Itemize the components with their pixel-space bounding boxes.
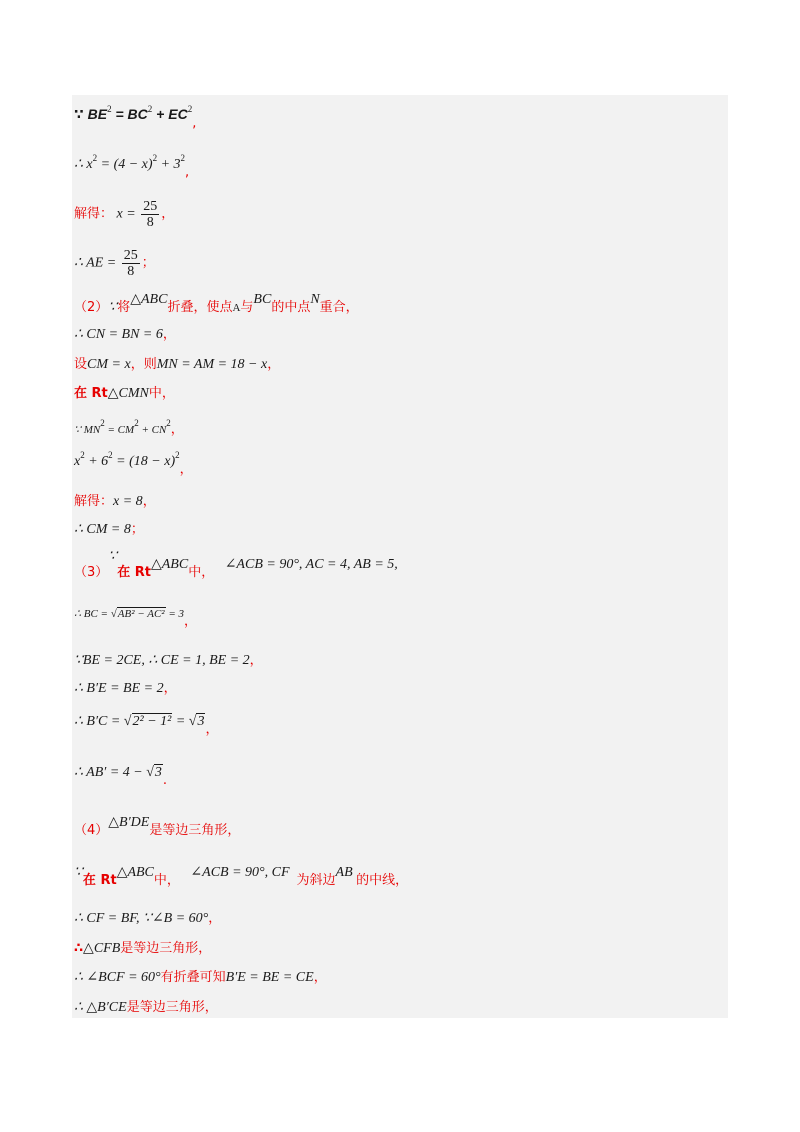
- exponent: 2: [108, 450, 113, 460]
- text-middle: 中，: [153, 873, 180, 888]
- exponent: 2: [92, 153, 98, 163]
- comma: ，: [161, 206, 175, 222]
- math-cn-bn-6: ∴ CN = BN = 6: [74, 327, 163, 342]
- radicand: 3: [197, 714, 205, 729]
- text-median: 的中线，: [356, 873, 409, 888]
- triangle-cfb: △CFB: [83, 941, 121, 956]
- math-x-pre: x: [74, 454, 81, 469]
- text-fold-make-point: 折叠，使点: [167, 300, 233, 315]
- math-b-prime-e: ∴ B′E = BE = 2: [74, 681, 164, 696]
- exponent: 2: [175, 450, 180, 460]
- line-cn-bn: [74, 326, 176, 344]
- solve-label: 解得：: [74, 494, 114, 509]
- line-part4-equilateral: [74, 815, 241, 840]
- comma: ，: [313, 970, 327, 985]
- text-is-equilateral: 是等边三角形，: [149, 823, 241, 838]
- math-eq-3: = 3: [165, 608, 185, 620]
- math-plus-3: + 3: [157, 157, 181, 172]
- comma: ，: [267, 357, 281, 372]
- text-is-equilateral: 是等边三角形，: [120, 941, 212, 956]
- math-x-squared-pre: ∴ x: [74, 157, 93, 172]
- comma: ，: [179, 462, 193, 477]
- semicolon: ；: [130, 522, 144, 537]
- fraction-numerator: 25: [143, 199, 158, 214]
- fraction-25-8: [141, 199, 159, 230]
- math-acb-90-cf: ∠ACB = 90°, CF: [190, 865, 290, 880]
- text-by-folding: 有折叠可知: [160, 970, 226, 985]
- fraction-denominator: 8: [127, 264, 135, 279]
- segment-ab: AB: [335, 865, 353, 880]
- math-cf-bf-60: ∴ CF = BF, ∵∠B = 60°: [74, 911, 209, 926]
- text-midpoint: 的中点: [271, 300, 311, 315]
- math-x-eq-8: x = 8: [113, 494, 143, 509]
- comma: ，: [163, 681, 177, 696]
- line-be-2ce: [74, 652, 263, 670]
- math-ae-eq: ∴ AE =: [74, 255, 117, 271]
- line-cf-bf: [74, 910, 221, 928]
- segment-bc: BC: [253, 292, 272, 307]
- math-mn-am: MN = AM = 18 − x: [156, 357, 268, 372]
- fraction-25-8: [122, 248, 140, 279]
- text-fold: 将: [117, 300, 131, 315]
- math-eq-cm: = CM: [104, 424, 135, 436]
- fraction-denominator: 8: [146, 215, 154, 230]
- math-plus-ec: + EC: [152, 106, 188, 122]
- triangle-abc: △ABC: [130, 292, 168, 307]
- point-n: N: [310, 292, 320, 307]
- math-triangle-b-prime-ce: ∴ △B′CE: [74, 1000, 127, 1015]
- text-then: ，则: [130, 357, 157, 372]
- text-in-rt: 在 Rt: [82, 873, 117, 888]
- math-eq-sqrt: = √: [172, 714, 197, 729]
- math-be-squared-pre: ∵ BE: [74, 106, 108, 122]
- math-plus-cn: + CN: [138, 424, 167, 436]
- line-be-squared: [74, 100, 197, 131]
- math-ab-prime-pre: ∴ AB′ = 4 − √: [74, 765, 154, 780]
- part-3-label: （3）: [74, 565, 109, 580]
- line-b-prime-c-sqrt: [74, 713, 219, 737]
- line-x2-plus-36: [74, 446, 193, 477]
- line-b-prime-ce-equilateral: [74, 999, 218, 1017]
- comma: ，: [170, 422, 184, 437]
- triangle-cmn: △CMN: [107, 386, 149, 401]
- line-x-squared-equation: [74, 149, 190, 180]
- math-mn-squared-pre: ∵ MN: [74, 424, 101, 436]
- period: .: [162, 773, 168, 788]
- solve-label: 解得：: [74, 206, 114, 222]
- line-cm-result: [74, 521, 144, 539]
- comma: ，: [249, 653, 263, 668]
- triangle-b-prime-de: △B′DE: [108, 815, 150, 830]
- fraction-numerator: 25: [123, 248, 138, 263]
- comma: ,: [185, 165, 190, 180]
- comma: ，: [184, 614, 198, 629]
- line-median-cf: [74, 865, 409, 890]
- line-part2-fold: [74, 292, 359, 317]
- triangle-abc: △ABC: [116, 865, 154, 880]
- line-b-prime-e: [74, 680, 177, 698]
- math-given-acb: ∠ACB = 90°, AC = 4, AB = 5,: [224, 557, 398, 572]
- text-middle: 中，: [188, 565, 215, 580]
- comma: ，: [208, 911, 222, 926]
- exponent: 2: [80, 450, 85, 460]
- math-b-prime-e-eq: B′E = BE = CE: [225, 970, 314, 985]
- line-ae-result: [74, 248, 155, 279]
- text-is-hypotenuse: 为斜边: [296, 873, 336, 888]
- because-symbol: ∵: [74, 865, 83, 880]
- text-coincide: 重合，: [319, 300, 359, 315]
- exponent: 2: [107, 104, 112, 114]
- line-in-rt-cmn: [74, 385, 175, 403]
- line-ab-prime: [74, 764, 168, 788]
- math-bc-sqrt-pre: ∴ BC = √: [74, 608, 117, 620]
- line-part3-given: [74, 549, 398, 580]
- radicand: 3: [154, 765, 162, 780]
- triangle-abc: △ABC: [150, 557, 189, 572]
- line-cfb-equilateral: [74, 940, 211, 958]
- exponent: 2: [134, 418, 139, 428]
- exponent: 2: [187, 104, 193, 114]
- text-is-equilateral: 是等边三角形，: [126, 1000, 218, 1015]
- exponent: 2: [147, 104, 153, 114]
- line-let-cm: [74, 356, 280, 374]
- because-symbol: ∵: [108, 300, 118, 315]
- comma: ，: [162, 327, 176, 342]
- exponent: 2: [180, 153, 186, 163]
- line-bcf-60: [74, 969, 327, 987]
- exponent: 2: [100, 418, 105, 428]
- math-plus-6: + 6: [84, 454, 109, 469]
- therefore-symbol: ∴: [74, 941, 84, 956]
- radicand: 2² − 1²: [132, 714, 172, 729]
- exponent: 2: [166, 418, 171, 428]
- text-with: 与: [240, 300, 254, 315]
- line-mn-squared: [74, 414, 184, 439]
- text-middle: 中，: [148, 386, 175, 401]
- semicolon: ；: [141, 255, 155, 271]
- line-bc-sqrt: [74, 605, 198, 629]
- math-be-2ce: ∵BE = 2CE, ∴ CE = 1, BE = 2: [74, 653, 250, 668]
- part-4-label: （4）: [74, 823, 109, 838]
- math-cm-eq-8: ∴ CM = 8: [74, 522, 131, 537]
- part-2-label: （2）: [74, 300, 109, 315]
- math-x-eq: x =: [116, 206, 136, 222]
- line-solve-x-fraction: [74, 199, 174, 230]
- comma: ，: [142, 494, 156, 509]
- math-eq-bc: = BC: [111, 106, 148, 122]
- math-4-minus-x: = (4 − x): [97, 157, 153, 172]
- math-cm-eq-x: CM = x: [87, 357, 131, 372]
- comma: ，: [205, 722, 219, 737]
- math-eq-18-minus-x: = (18 − x): [112, 454, 176, 469]
- math-bcf-60: ∴ ∠BCF = 60°: [74, 970, 161, 985]
- exponent: 2: [152, 153, 158, 163]
- point-a: A: [232, 302, 241, 314]
- line-solve-x-8: [74, 493, 156, 511]
- because-symbol: ∵: [108, 549, 118, 564]
- text-in-rt: 在 Rt: [74, 386, 108, 401]
- text-let: 设: [74, 357, 88, 372]
- comma: ,: [192, 116, 197, 131]
- radicand: AB² − AC²: [117, 608, 165, 620]
- math-b-prime-c-pre: ∴ B′C = √: [74, 714, 132, 729]
- text-in-rt: 在 Rt: [117, 565, 151, 580]
